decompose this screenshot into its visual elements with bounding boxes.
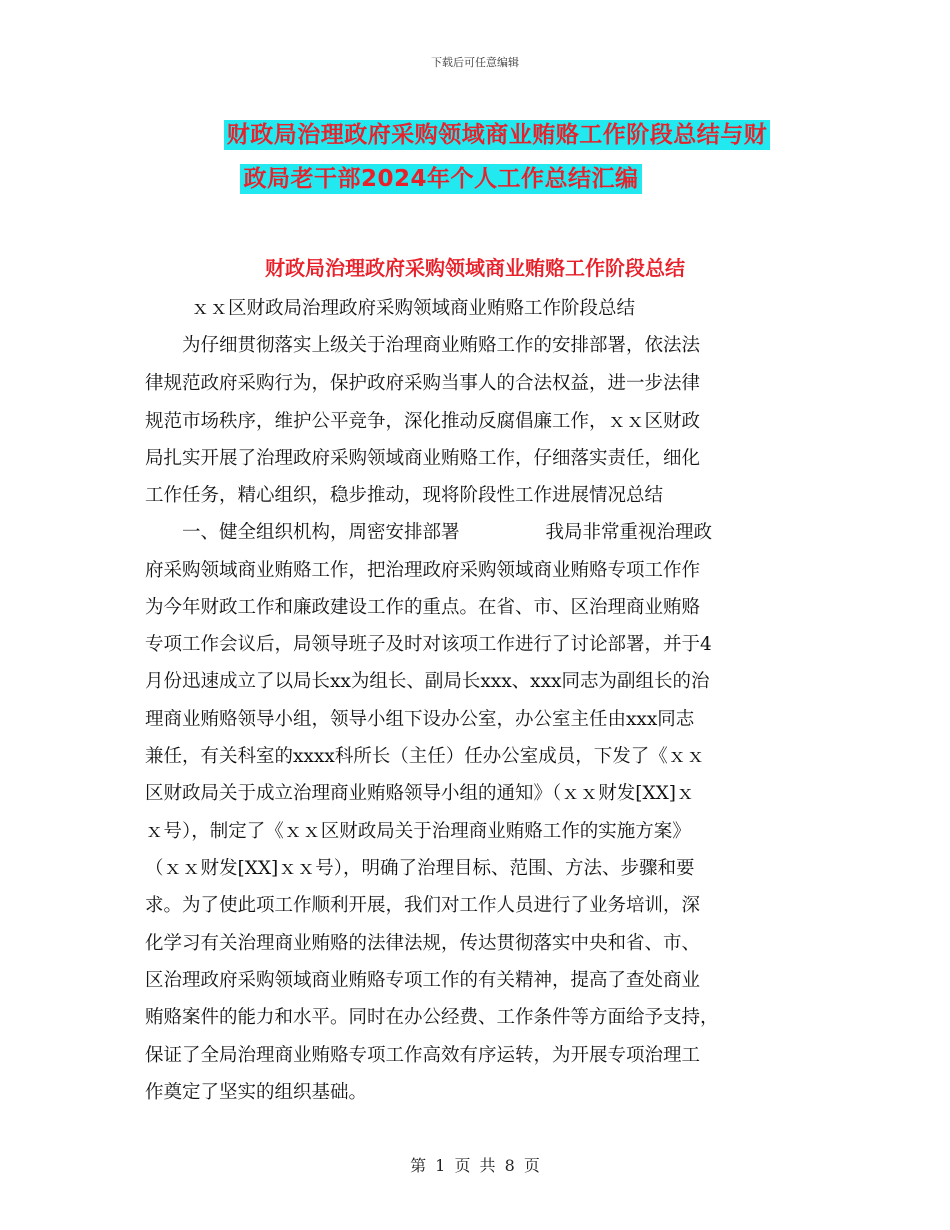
- body-line-8: 为今年财政工作和廉政建设工作的重点。在省、市、区治理商业贿赂: [145, 597, 701, 618]
- body-line-18: 区治理政府采购领域商业贿赂专项工作的有关精神，提高了查处商业: [145, 970, 701, 991]
- body-line-5: 工作任务，精心组织，稳步推动，现将阶段性工作进展情况总结: [145, 485, 664, 506]
- document-title-text-2: 政局老干部2024年个人工作总结汇编: [240, 164, 641, 194]
- body-line-2: 律规范政府采购行为，保护政府采购当事人的合法权益，进一步法律: [145, 373, 701, 394]
- document-title-line-2: [0, 160, 916, 193]
- body-line-19: 贿赂案件的能力和水平。同时在办公经费、工作条件等方面给予支持，: [145, 1007, 719, 1028]
- body-line-17: 化学习有关治理商业贿赂的法律法规，传达贯彻落实中央和省、市、: [145, 933, 701, 954]
- body-line-20: 保证了全局治理商业贿赂专项工作高效有序运转，为开展专项治理工: [145, 1045, 701, 1066]
- body-line-16: 求。为了使此项工作顺利开展，我们对工作人员进行了业务培训，深: [145, 895, 701, 916]
- page-number-footer: 第 1 页 共 8 页: [410, 1156, 540, 1175]
- section-1-lead-text: 我局非常重视治理政: [545, 522, 713, 543]
- document-title-line-1: [22, 116, 950, 149]
- body-line-9: 专项工作会议后，局领导班子及时对该项工作进行了讨论部署，并于4: [145, 634, 712, 655]
- section-title: 财政局治理政府采购领域商业贿赂工作阶段总结: [265, 256, 685, 280]
- body-line-3: 规范市场秩序，维护公平竞争，深化推动反腐倡廉工作，ｘｘ区财政: [145, 411, 701, 432]
- header-note: 下载后可任意编辑: [431, 56, 519, 69]
- section-heading-1: 一、健全组织机构，周密安排部署: [182, 522, 460, 543]
- body-line-7: 府采购领域商业贿赂工作，把治理政府采购领域商业贿赂专项工作作: [145, 560, 701, 581]
- body-line-11: 理商业贿赂领导小组，领导小组下设办公室，办公室主任由xxx同志: [145, 709, 695, 730]
- body-line-13: 区财政局关于成立治理商业贿赂领导小组的通知》（ｘｘ财发[XX]ｘ: [145, 783, 695, 804]
- body-line-1: 为仔细贯彻落实上级关于治理商业贿赂工作的安排部署，依法法: [182, 335, 701, 356]
- body-line-12: 兼任，有关科室的xxxx科所长（主任）任办公室成员，下发了《ｘｘ: [145, 746, 705, 767]
- body-line-21: 作奠定了坚实的组织基础。: [145, 1082, 368, 1103]
- body-line-4: 局扎实开展了治理政府采购领域商业贿赂工作，仔细落实责任，细化: [145, 448, 701, 469]
- body-line-15: （ｘｘ财发[XX]ｘｘ号），明确了治理目标、范围、方法、步骤和要: [145, 858, 695, 879]
- document-title-text-1: 财政局治理政府采购领域商业贿赂工作阶段总结与财: [224, 120, 771, 150]
- body-line-6: [182, 521, 712, 545]
- body-line-10: 月份迅速成立了以局长xx为组长、副局长xxx、xxx同志为副组长的治: [145, 671, 710, 692]
- body-line-14: ｘ号），制定了《ｘｘ区财政局关于治理商业贿赂工作的实施方案》: [145, 821, 691, 842]
- subtitle-line: ｘｘ区财政局治理政府采购领域商业贿赂工作阶段总结: [191, 298, 636, 319]
